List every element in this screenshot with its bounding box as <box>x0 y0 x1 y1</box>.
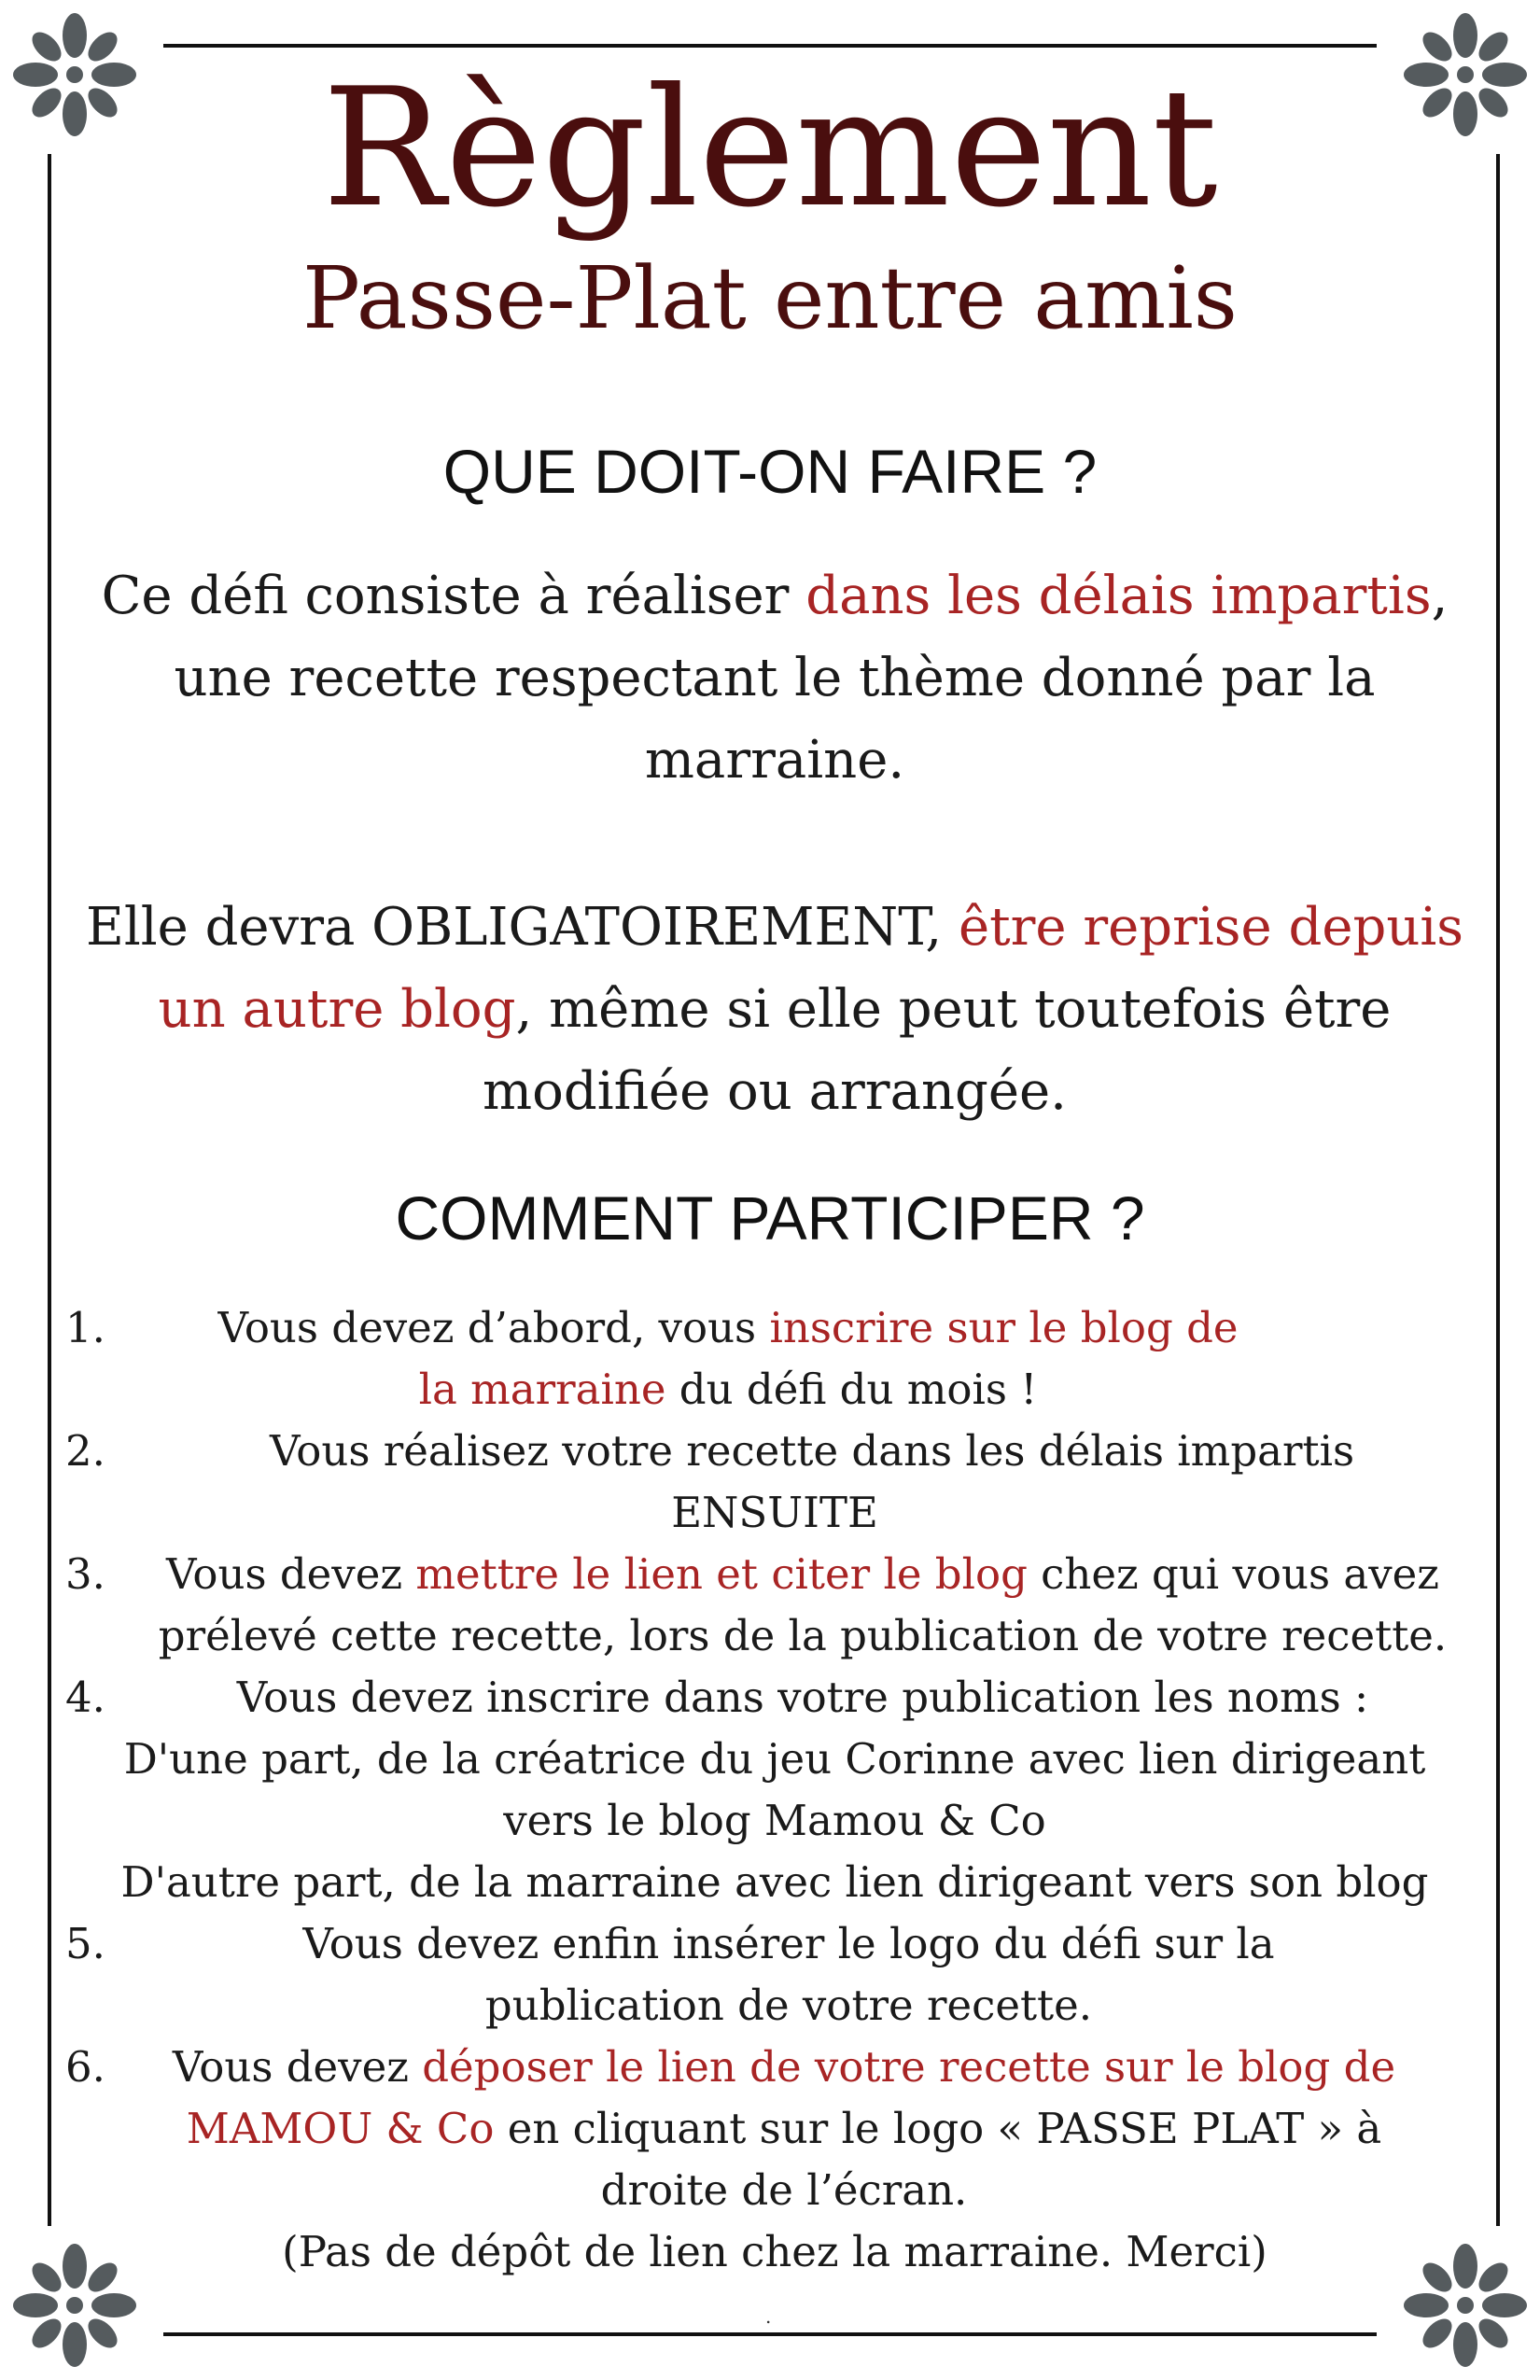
page-subtitle: Passe-Plat entre amis <box>301 248 1239 348</box>
item-number: 5. <box>65 1919 105 1968</box>
text-span: Vous devez enfin insérer le logo du défi sur la publication de votre recette. <box>302 1919 1275 2030</box>
list-item <box>56 1913 1493 2037</box>
item-number: 6. <box>65 2042 105 2092</box>
frame-top-line <box>163 44 1377 48</box>
section-heading-comment-participer: COMMENT PARTICIPER ? <box>395 1183 1145 1253</box>
text-span: Vous devez d’abord, vous <box>217 1303 770 1352</box>
highlight-text: dans les délais impartis <box>805 566 1432 626</box>
text-span: , une recette respectant le thème donné par la marraine. <box>174 566 1449 791</box>
text-span: Elle devra OBLIGATOIREMENT, <box>85 897 959 958</box>
highlight-link[interactable]: déposer le lien de votre recette sur le blog de MAMOU & Co <box>186 2042 1396 2153</box>
paragraph-defi <box>84 555 1465 802</box>
text-span: , même si elle peut toutefois être modifiée ou arrangée. <box>483 979 1392 1122</box>
text-span: en cliquant sur le logo « PASSE PLAT » à droite de l’écran. <box>494 2104 1382 2215</box>
paragraph-obligatoire <box>84 887 1465 1133</box>
text-span: D'autre part, de la marraine avec lien dirigeant vers son blog <box>120 1857 1429 1907</box>
highlight-text: inscrire sur le blog de la marraine <box>418 1303 1239 1414</box>
text-span: chez qui vous avez prélevé cette recette, lors de la publication de votre recette. <box>158 1549 1448 1660</box>
list-item <box>56 1421 1493 1544</box>
item-number: 2. <box>65 1426 105 1476</box>
section-heading-que-doit-on-faire: QUE DOIT-ON FAIRE ? <box>442 437 1098 506</box>
list-item <box>56 2037 1493 2221</box>
list-item <box>56 1544 1493 1667</box>
text-span: Ce défi consiste à réaliser <box>101 566 806 626</box>
item-number: 4. <box>65 1673 105 1722</box>
list-item <box>56 1297 1493 1421</box>
item-number: 3. <box>65 1549 105 1599</box>
page-title: Règlement <box>322 54 1218 244</box>
highlight-text: être reprise depuis un autre blog <box>158 897 1464 1040</box>
text-span: Vous devez <box>172 2042 423 2092</box>
note-text: (Pas de dépôt de lien chez la marraine. Merci) <box>282 2227 1267 2276</box>
text-span: Vous réalisez votre recette dans les délais impartis <box>269 1426 1355 1476</box>
list-item <box>56 1667 1493 1913</box>
text-span: D'une part, de la créatrice du jeu Corinne avec lien dirigeant vers le blog Mamou & Co <box>123 1734 1426 1845</box>
text-span: ENSUITE <box>671 1488 878 1537</box>
text-span: Vous devez <box>166 1549 416 1599</box>
item-number: 1. <box>65 1303 105 1352</box>
frame-bottom-line <box>163 2332 1377 2336</box>
text-span: Vous devez inscrire dans votre publication les noms : <box>236 1673 1369 1722</box>
text-span: du défi du mois ! <box>665 1365 1038 1414</box>
footer-dot: . <box>765 2305 772 2328</box>
rules-list <box>56 1297 1493 2283</box>
highlight-text: mettre le lien et citer le blog <box>415 1549 1028 1599</box>
